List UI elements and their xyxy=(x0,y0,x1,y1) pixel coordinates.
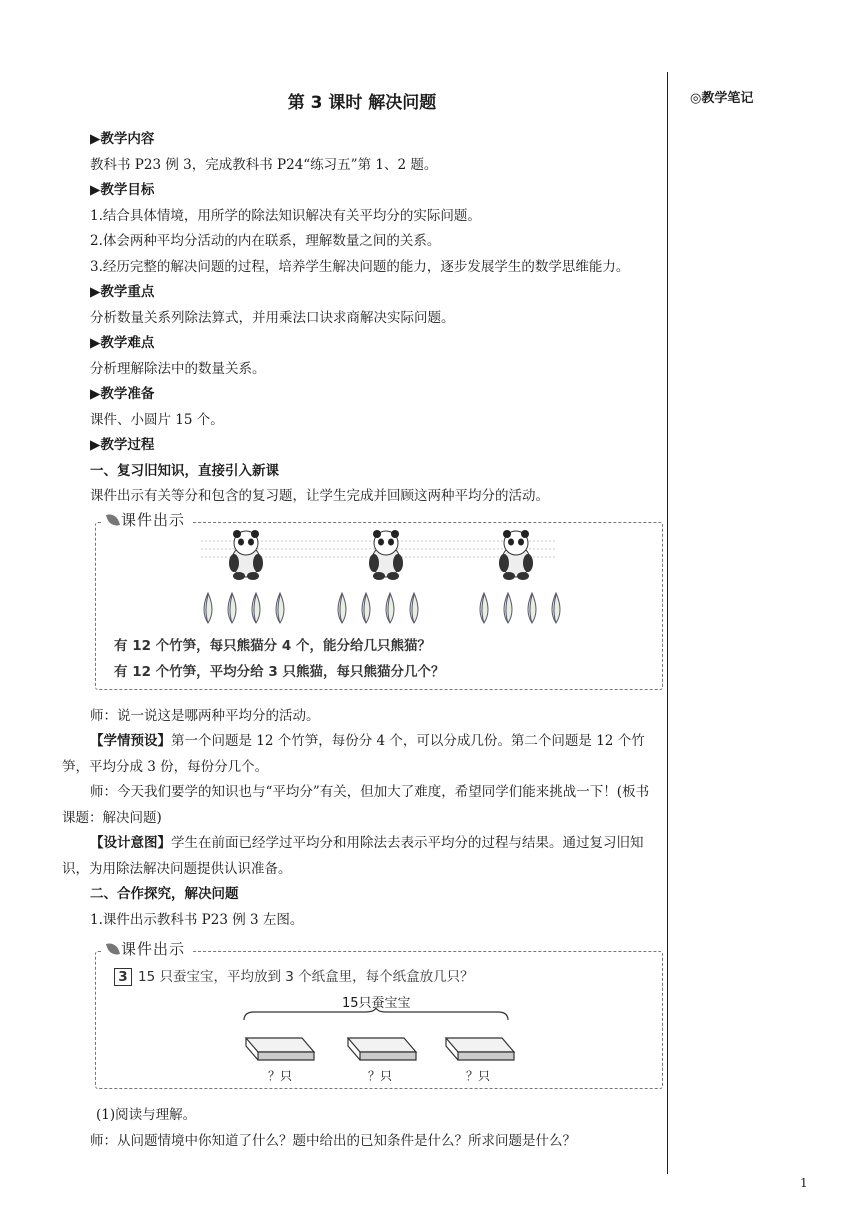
main-content xyxy=(62,88,662,1154)
courseware-label-text: 课件出示 xyxy=(121,940,186,958)
box-count-label: ？只 xyxy=(268,1069,293,1083)
teaching-notes-label: ◎教学笔记 xyxy=(690,91,754,106)
paper-box-icon xyxy=(246,1038,514,1060)
preparation-text: 课件、小圆片 15 个。 xyxy=(90,411,224,428)
learning-prediction-tag: 【学情预设】 xyxy=(90,733,171,749)
bamboo-shoot-icon xyxy=(204,593,560,623)
step-1-heading: 一、复习旧知识，直接引入新课 xyxy=(90,462,279,479)
courseware-box-1 xyxy=(95,510,663,690)
brace-label: 15只蚕宝宝 xyxy=(342,996,411,1011)
example-question-text: 15 只蚕宝宝，平均放到 3 个纸盒里，每个纸盒放几只？ xyxy=(138,969,474,985)
step-2-text: 1.课件出示教科书 P23 例 3 左图。 xyxy=(90,911,304,928)
example-number: 3 xyxy=(114,968,132,986)
goal-2: 2.体会两种平均分活动的内在联系，理解数量之间的关系。 xyxy=(90,233,441,249)
courseware-label-2 xyxy=(102,938,191,959)
learning-prediction-text: 第一个问题是 12 个竹笋，每份分 4 个，可以分成几份。第二个问题是 12 个竹笋，平均分成 3 份，每份分几个。 xyxy=(62,733,645,775)
reading-step: (1)阅读与理解。 xyxy=(96,1107,197,1123)
goal-3: 3.经历完整的解决问题的过程，培养学生解决问题的能力，逐步发展学生的数学思维能力。 xyxy=(90,258,630,275)
section-head-process: ▶教学过程 xyxy=(90,437,155,453)
leaf-icon xyxy=(106,511,120,528)
section-head-goals: ▶教学目标 xyxy=(90,182,155,198)
example-question xyxy=(96,964,662,990)
content-text: 教科书 P23 例 3，完成教科书 P24“练习五”第 1、2 题。 xyxy=(90,156,438,173)
design-intent-text: 学生在前面已经学过平均分和用除法去表示平均分的过程与结果。通过复习旧知识，为用除法解决问题提供认识准备。 xyxy=(62,835,644,877)
page-title: 第 3 课时 解决问题 xyxy=(287,93,437,113)
section-head-preparation: ▶教学准备 xyxy=(90,386,155,402)
panda-illustration xyxy=(96,523,662,633)
goal-1: 1.结合具体情境，用所学的除法知识解决有关平均分的实际问题。 xyxy=(90,207,481,224)
step-1-text: 课件出示有关等分和包含的复习题，让学生完成并回顾这两种平均分的活动。 xyxy=(90,488,549,504)
courseware-label-1 xyxy=(102,509,191,530)
key-text: 分析数量关系列除法算式，并用乘法口诀求商解决实际问题。 xyxy=(90,309,455,326)
box-count-label: ？只 xyxy=(368,1069,393,1083)
brace xyxy=(244,1008,508,1020)
question-line-2: 有 12 个竹笋，平均分给 3 只熊猫，每只熊猫分几个？ xyxy=(114,663,445,680)
section-head-difficulty: ▶教学难点 xyxy=(90,335,155,351)
learning-prediction xyxy=(62,729,662,780)
teacher-prompt-3: 师：从问题情境中你知道了什么？题中给出的已知条件是什么？所求问题是什么？ xyxy=(90,1132,576,1149)
panda-icon xyxy=(229,530,533,580)
page-number: 1 xyxy=(800,1176,808,1190)
design-intent xyxy=(62,831,662,882)
leaf-icon xyxy=(106,941,120,958)
courseware-label-text: 课件出示 xyxy=(121,510,186,529)
section-head-content: ▶教学内容 xyxy=(90,131,155,147)
difficulty-text: 分析理解除法中的数量关系。 xyxy=(90,360,266,377)
column-divider xyxy=(667,72,668,1174)
box-count-label: ？只 xyxy=(466,1069,491,1083)
teacher-prompt-1: 师：说一说这是哪两种平均分的活动。 xyxy=(90,707,320,724)
design-intent-tag: 【设计意图】 xyxy=(90,835,171,851)
teacher-prompt-2: 师：今天我们要学的知识也与“平均分”有关，但加大了难度，希望同学们能来挑战一下！(板书课题：解决问题) xyxy=(62,784,650,826)
section-head-key: ▶教学重点 xyxy=(90,284,155,300)
courseware-box-2 xyxy=(95,940,663,1089)
step-2-heading: 二、合作探究，解决问题 xyxy=(90,886,239,902)
question-line-1: 有 12 个竹笋，每只熊猫分 4 个，能分给几只熊猫？ xyxy=(114,637,431,654)
